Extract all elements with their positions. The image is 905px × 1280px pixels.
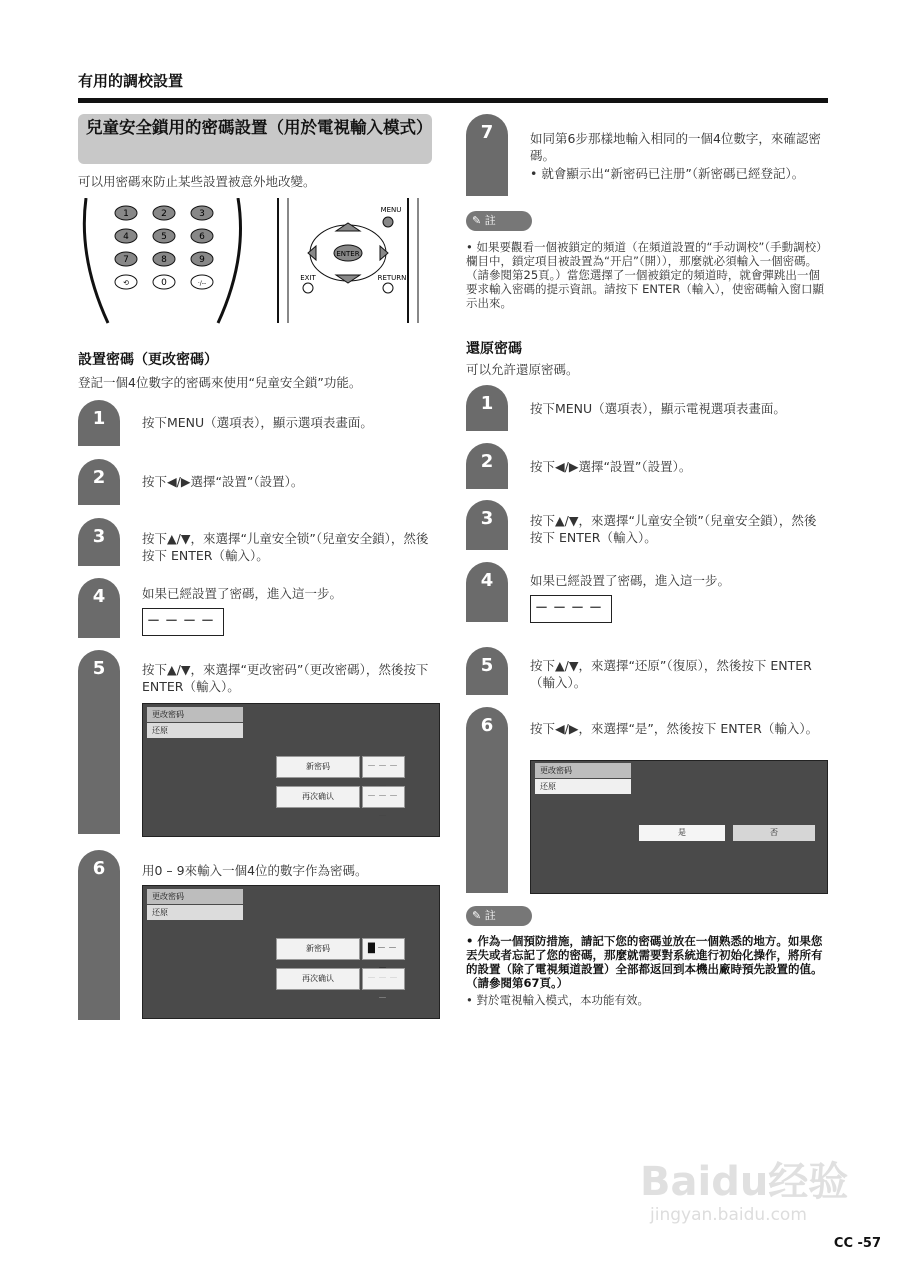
watermark-logo: Baidu经验 [640, 1159, 849, 1205]
step-text: 如果已經設置了密碼，進入這一步。 [142, 586, 343, 601]
password-placeholder-box: －－－－ [142, 608, 224, 636]
note-label [466, 906, 532, 926]
enter-key-label: ENTER [336, 250, 360, 258]
key-1 [115, 206, 137, 220]
key-0 [153, 275, 175, 289]
key-8 [153, 252, 175, 266]
step-number: 4 [466, 562, 508, 622]
step-number: 1 [78, 400, 120, 446]
dpad [300, 206, 406, 293]
note-warning: • 作為一個預防措施，請記下您的密碼並放在一個熟悉的地方。如果您丟失或者忘記了您的密碼，那麼就需要對系統進行初始化操作，將所有的設置（除了電視頻道設置）全部都返回到本機出廠時預先設置的值。（請參閱第67頁。） [466, 934, 823, 990]
note-label-text: 註 [484, 214, 496, 227]
key-dash [191, 275, 213, 289]
note-body: 對於電視輸入模式，本功能有效。 [476, 993, 649, 1007]
page-header-title: 有用的調校設置 [78, 72, 184, 90]
key-label: 4 [123, 232, 129, 242]
step-bullet: • 就會顯示出“新密码已注册”（新密碼已經登記）。 [530, 166, 805, 181]
step-text: 用0 – 9來輸入一個4位的數字作為密碼。 [142, 863, 368, 878]
osd-restore-confirm-screen [530, 760, 828, 894]
osd-menu-restore[interactable]: 还原 [147, 905, 243, 920]
osd-change-password-screen [142, 703, 440, 837]
key-label: ·/-- [197, 280, 207, 287]
key-label: 9 [199, 255, 205, 265]
osd-no-button[interactable]: 否 [733, 825, 815, 841]
step-number: 3 [466, 500, 508, 550]
header-rule [78, 98, 828, 103]
osd-confirm-password-label: 再次确认 [276, 786, 360, 808]
step-bullet-text: 就會顯示出“新密码已注册”（新密碼已經登記）。 [541, 166, 805, 181]
key-7 [115, 252, 137, 266]
key-label: 2 [161, 209, 167, 219]
step-number: 2 [466, 443, 508, 489]
key-3 [191, 206, 213, 220]
restore-title: 還原密碼 [466, 341, 522, 357]
step-text: 按下▲/▼，來選擇“儿童安全锁”（兒童安全鎖），然後按下 ENTER（輸入）。 [142, 531, 429, 563]
step-text: 按下MENU（選項表），顯示選項表畫面。 [142, 415, 373, 430]
step-number: 7 [466, 114, 508, 196]
watermark-url: jingyan.baidu.com [650, 1205, 807, 1225]
step-text: 如同第6步那樣地輸入相同的一個4位數字，來確認密碼。 [530, 131, 821, 163]
osd-yes-button[interactable]: 是 [639, 825, 725, 841]
step-number: 3 [78, 518, 120, 566]
key-label: 0 [161, 278, 167, 288]
menu-key-label: MENU [380, 206, 402, 214]
key-label: 7 [123, 255, 129, 265]
osd-menu-restore[interactable]: 还原 [147, 723, 243, 738]
key-label: 6 [199, 232, 205, 242]
number-keypad [115, 206, 213, 289]
osd-menu-restore[interactable]: 还原 [535, 779, 631, 794]
osd-menu-change-password[interactable]: 更改密码 [147, 889, 243, 904]
osd-menu-change-password[interactable]: 更改密码 [535, 763, 631, 778]
step-text: 如果已經設置了密碼，進入這一步。 [530, 573, 731, 588]
osd-new-password-field[interactable]: －－－ [362, 756, 405, 778]
osd-new-password-label: 新密码 [276, 756, 360, 778]
note-text: • 如果要觀看一個被鎖定的頻道（在頻道設置的“手动调校”（手動調校）欄目中，鎖定項目被設置為“开启”（開）），那麼就必須輸入一個密碼。（請參閱第25頁。）當您選擇了一個被鎖定的頻道時，就會彈跳出一個要求輸入密碼的提示資訊。請按下 ENTER（輸入），使密碼輸入窗口顯示出來。 [466, 240, 828, 310]
menu-key [383, 217, 393, 227]
step-number: 6 [78, 850, 120, 1020]
set-password-title: 設置密碼（更改密碼） [78, 352, 218, 368]
return-key-label: RETURN [377, 274, 407, 282]
osd-confirm-password-field[interactable]: －－－－ [362, 968, 405, 990]
note-warning-text: 作為一個預防措施，請記下您的密碼並放在一個熟悉的地方。如果您丟失或者忘記了您的密碼，那麼就需要對系統進行初始化操作，將所有的設置（除了電視頻道設置）全部都返回到本機出廠時預先設置的值。（請參閱第67頁。） [466, 934, 823, 990]
osd-new-password-label: 新密码 [276, 938, 360, 960]
step-text: 按下◀/▶選擇“設置”（設置）。 [530, 459, 692, 474]
note-icon: ✎ [472, 214, 485, 227]
password-placeholder-box: －－－－ [530, 595, 612, 623]
key-2 [153, 206, 175, 220]
step-text: 按下MENU（選項表），顯示電視選項表畫面。 [530, 401, 786, 416]
key-4 [115, 229, 137, 243]
osd-menu-change-password[interactable]: 更改密码 [147, 707, 243, 722]
key-flashback [115, 275, 137, 289]
step-text: 按下◀/▶，來選擇“是”，然後按下 ENTER（輸入）。 [530, 721, 819, 736]
page-number: CC -57 [833, 1236, 881, 1251]
osd-enter-password-screen [142, 885, 440, 1019]
step-number: 1 [466, 385, 508, 431]
key-label: 3 [199, 209, 205, 219]
step-number: 5 [466, 647, 508, 695]
step-text: 按下◀/▶選擇“設置”（設置）。 [142, 474, 304, 489]
step-text: 按下▲/▼，來選擇“儿童安全锁”（兒童安全鎖），然後按下 ENTER（輸入）。 [530, 513, 817, 545]
note-body: 如果要觀看一個被鎖定的頻道（在頻道設置的“手动调校”（手動調校）欄目中，鎖定項目被設置為“开启”（開）），那麼就必須輸入一個密碼。（請參閱第25頁。）當您選擇了一個被鎖定的頻道時，就會彈跳出一個要求輸入密碼的提示資訊。請按下 ENTER（輸入），使密碼輸入窗口顯示出來。 [466, 240, 828, 310]
exit-key [303, 283, 313, 293]
set-password-desc: 登記一個4位數字的密碼來使用“兒童安全鎖”功能。 [78, 375, 362, 390]
note-label [466, 211, 532, 231]
remote-control-illustration [78, 198, 432, 328]
restore-desc: 可以允許還原密碼。 [466, 362, 579, 377]
step-text: 按下▲/▼，來選擇“还原”（復原），然後按下 ENTER（輸入）。 [530, 658, 812, 690]
section-title: 兒童安全鎖用的密碼設置（用於電視輸入模式） [86, 118, 433, 137]
exit-key-label: EXIT [300, 274, 316, 282]
osd-new-password-field[interactable]: █－－ [362, 938, 405, 960]
key-label: 5 [161, 232, 167, 242]
key-6 [191, 229, 213, 243]
step-number: 2 [78, 459, 120, 505]
note-icon: ✎ [472, 909, 485, 922]
return-key [383, 283, 393, 293]
key-label: ⟲ [123, 279, 129, 287]
section-desc: 可以用密碼來防止某些設置被意外地改變。 [78, 174, 316, 189]
note-text: • 對於電視輸入模式，本功能有效。 [466, 993, 649, 1007]
step-number: 5 [78, 650, 120, 834]
step-number: 6 [466, 707, 508, 893]
key-5 [153, 229, 175, 243]
step-number: 4 [78, 578, 120, 638]
osd-confirm-password-field[interactable]: －－－－ [362, 786, 405, 808]
step-text: 按下▲/▼，來選擇“更改密码”（更改密碼），然後按下 ENTER（輸入）。 [142, 662, 429, 694]
key-label: 8 [161, 255, 167, 265]
note-label-text: 註 [484, 909, 496, 922]
key-label: 1 [123, 209, 129, 219]
osd-confirm-password-label: 再次确认 [276, 968, 360, 990]
key-9 [191, 252, 213, 266]
